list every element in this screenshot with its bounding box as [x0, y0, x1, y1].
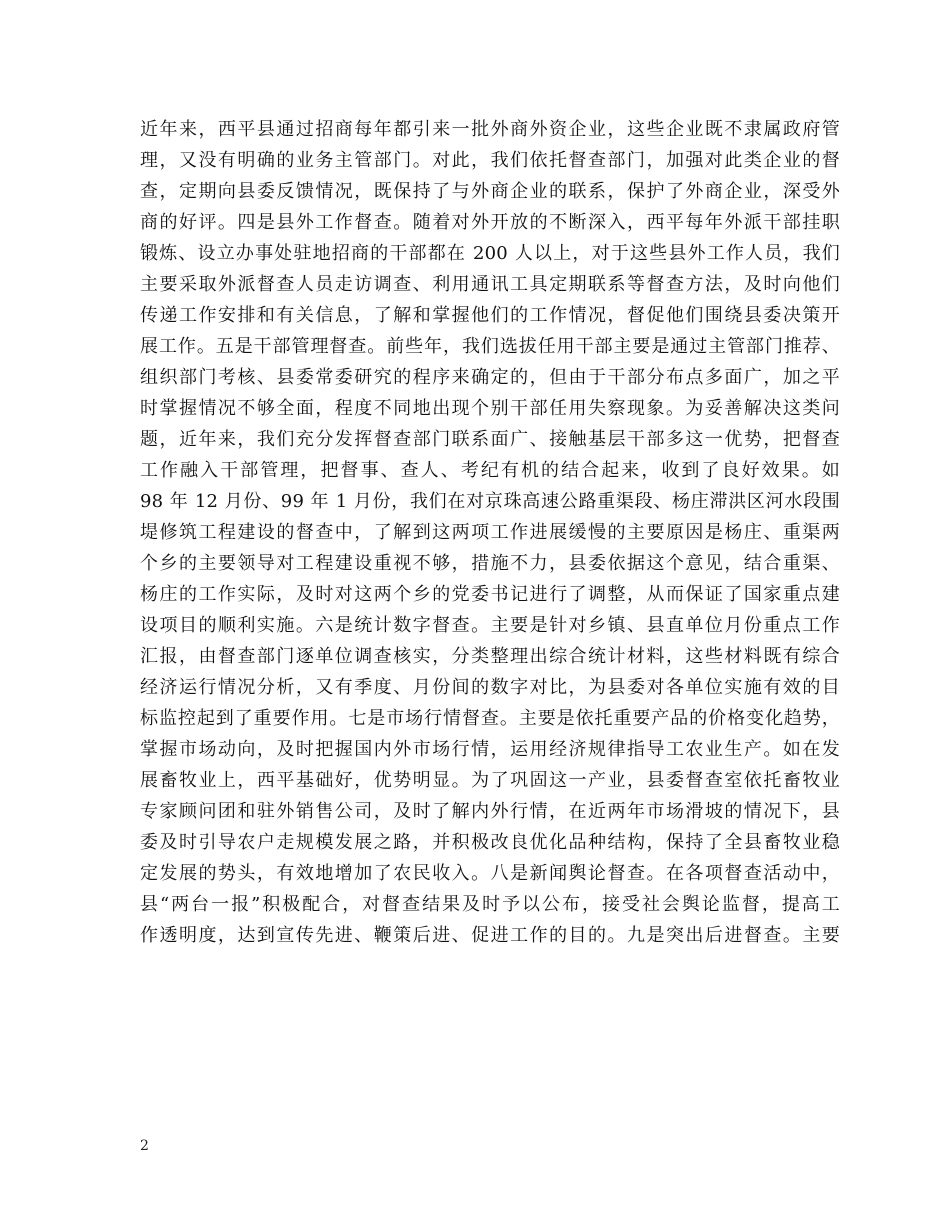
text-line: 工作融入干部管理，把督事、查人、考纪有机的结合起来，收到了良好效果。如: [140, 460, 840, 481]
text-line: 查，定期向县委反馈情况，既保持了与外商企业的联系，保护了外商企业，深受外: [140, 181, 840, 202]
text-line: 专家顾问团和驻外销售公司，及时了解内外行情，在近两年市场滑坡的情况下，县: [140, 801, 840, 822]
text-line: 经济运行情况分析，又有季度、月份间的数字对比，为县委对各单位实施有效的目: [140, 677, 840, 698]
text-line: 掌握市场动向，及时把握国内外市场行情，运用经济规律指导工农业生产。如在发: [140, 739, 840, 760]
text-line: 委及时引导农户走规模发展之路，并积极改良优化品种结构，保持了全县畜牧业稳: [140, 832, 840, 853]
text-line: 98 年 12 月份、99 年 1 月份，我们在对京珠高速公路重渠段、杨庄滞洪区河水段围: [140, 491, 840, 512]
text-line: 标监控起到了重要作用。七是市场行情督查。主要是依托重要产品的价格变化趋势，: [140, 708, 840, 729]
text-line: 杨庄的工作实际，及时对这两个乡的党委书记进行了调整，从而保证了国家重点建: [140, 584, 840, 605]
body-text: [140, 114, 840, 951]
text-line: 主要采取外派督查人员走访调查、利用通讯工具定期联系等督查方法，及时向他们: [140, 274, 840, 295]
text-line: 设项目的顺利实施。六是统计数字督查。主要是针对乡镇、县直单位月份重点工作: [140, 615, 840, 636]
text-line: 题，近年来，我们充分发挥督查部门联系面广、接触基层干部多这一优势，把督查: [140, 429, 840, 450]
text-line: 传递工作安排和有关信息，了解和掌握他们的工作情况，督促他们围绕县委决策开: [140, 305, 840, 326]
text-line: 作透明度，达到宣传先进、鞭策后进、促进工作的目的。九是突出后进督查。主要: [140, 925, 840, 946]
text-line: 汇报，由督查部门逐单位调查核实，分类整理出综合统计材料，这些材料既有综合: [140, 646, 840, 667]
text-line: 堤修筑工程建设的督查中，了解到这两项工作进展缓慢的主要原因是杨庄、重渠两: [140, 522, 840, 543]
page-number: 2: [140, 1138, 149, 1154]
text-line: 县“两台一报”积极配合，对督查结果及时予以公布，接受社会舆论监督，提高工: [140, 894, 840, 915]
text-line: 商的好评。四是县外工作督查。随着对外开放的不断深入，西平每年外派干部挂职: [140, 212, 840, 233]
text-line: 定发展的势头，有效地增加了农民收入。八是新闻舆论督查。在各项督查活动中，: [140, 863, 840, 884]
text-line: 锻炼、设立办事处驻地招商的干部都在 200 人以上，对于这些县外工作人员，我们: [140, 243, 840, 264]
text-line: 个乡的主要领导对工程建设重视不够，措施不力，县委依据这个意见，结合重渠、: [140, 553, 840, 574]
text-line: 近年来，西平县通过招商每年都引来一批外商外资企业，这些企业既不隶属政府管: [140, 119, 840, 140]
text-line: 组织部门考核、县委常委研究的程序来确定的，但由于干部分布点多面广，加之平: [140, 367, 840, 388]
text-line: 展畜牧业上，西平基础好，优势明显。为了巩固这一产业，县委督查室依托畜牧业: [140, 770, 840, 791]
text-line: 理，又没有明确的业务主管部门。对此，我们依托督查部门，加强对此类企业的督: [140, 150, 840, 171]
text-line: 时掌握情况不够全面，程度不同地出现个别干部任用失察现象。为妥善解决这类问: [140, 398, 840, 419]
text-line: 展工作。五是干部管理督查。前些年，我们选拔任用干部主要是通过主管部门推荐、: [140, 336, 840, 357]
